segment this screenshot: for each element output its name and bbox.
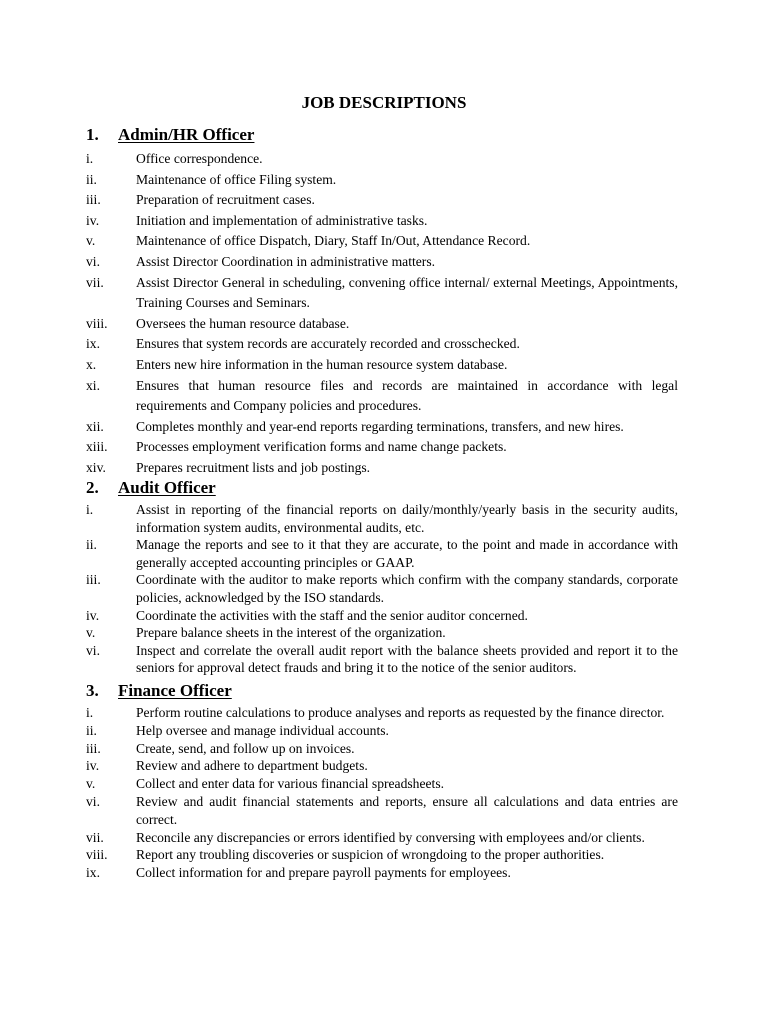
section-number: 3.: [86, 681, 99, 700]
list-marker: v.: [86, 625, 96, 641]
list-marker: ii.: [86, 171, 97, 187]
list-marker: vi.: [86, 642, 100, 658]
list-item: [86, 722, 678, 740]
duty-list: [86, 704, 678, 882]
list-item-text: Assist Director Coordination in administrative matters.: [136, 253, 436, 269]
list-marker: iii.: [86, 572, 101, 588]
list-item: [86, 458, 678, 479]
list-marker: iv.: [86, 758, 100, 774]
list-item: [86, 149, 678, 170]
section-number: 2.: [86, 478, 99, 497]
list-marker: vii.: [86, 829, 104, 845]
list-item-text: Perform routine calculations to produce analyses and reports as requested by the finance director.: [136, 705, 665, 720]
list-marker: xiv.: [86, 459, 106, 475]
list-item-text: Review and adhere to department budgets.: [136, 758, 368, 774]
list-item-text: Maintenance of office Dispatch, Diary, Staff In/Out, Attendance Record.: [136, 233, 531, 249]
list-marker: viii.: [86, 315, 108, 331]
list-marker: vi.: [86, 253, 100, 269]
section-title: Audit Officer: [118, 478, 216, 497]
list-item-text: Review and audit financial statements and reports, ensure all calculations and data entries are correct.: [136, 793, 678, 827]
list-item-text: Ensures that human resource files and records are maintained in accordance with legal requirements and Company policies and procedures.: [136, 377, 678, 414]
section-heading: [86, 124, 254, 146]
list-item: [86, 355, 678, 376]
list-marker: ii.: [86, 722, 97, 738]
list-marker: vi.: [86, 793, 100, 809]
list-item-text: Collect information for and prepare payroll payments for employees.: [136, 865, 511, 881]
duty-list: [86, 149, 678, 479]
list-marker: xi.: [86, 377, 100, 393]
list-item-text: Processes employment verification forms and name change packets.: [136, 439, 507, 455]
list-marker: vii.: [86, 274, 104, 290]
list-item-text: Ensures that system records are accurately recorded and crosschecked.: [136, 336, 520, 352]
list-item: [86, 775, 678, 793]
list-marker: ix.: [86, 865, 100, 881]
list-item: [86, 314, 678, 335]
list-item-text: Coordinate the activities with the staff and the senior auditor concerned.: [136, 607, 528, 623]
list-item: [86, 536, 678, 571]
list-item: [86, 704, 678, 722]
list-item-text: Oversees the human resource database.: [136, 315, 350, 331]
section-title: Finance Officer: [118, 681, 232, 700]
list-item: [86, 334, 678, 355]
list-marker: iv.: [86, 607, 100, 623]
list-marker: i.: [86, 151, 94, 166]
list-item-text: Completes monthly and year-end reports regarding terminations, transfers, and new hires.: [136, 418, 624, 434]
list-item: [86, 757, 678, 775]
list-item: [86, 501, 678, 536]
list-item-text: Collect and enter data for various financial spreadsheets.: [136, 776, 445, 792]
list-item-text: Manage the reports and see to it that they are accurate, to the point and made in accordance with generally accepted accounting principles or GAAP.: [136, 537, 678, 570]
list-item-text: Assist in reporting of the financial reports on daily/monthly/yearly basis in the security audits, information system audits, environmental audits, etc.: [136, 502, 678, 535]
list-item: [86, 211, 678, 232]
section-heading: [86, 477, 216, 499]
list-marker: ix.: [86, 336, 100, 352]
list-item: [86, 793, 678, 829]
section-title: Admin/HR Officer: [118, 125, 255, 144]
list-item: [86, 376, 678, 417]
list-item-text: Reconcile any discrepancies or errors identified by conversing with employees and/or clients.: [136, 829, 645, 845]
list-item-text: Report any troubling discoveries or suspicion of wrongdoing to the proper authorities.: [136, 847, 605, 863]
list-item: [86, 864, 678, 882]
list-item-text: Enters new hire information in the human resource system database.: [136, 356, 508, 372]
list-item-text: Prepares recruitment lists and job postings.: [136, 459, 371, 475]
list-marker: v.: [86, 233, 96, 249]
list-marker: viii.: [86, 847, 108, 863]
duty-list: [86, 501, 678, 677]
list-marker: ii.: [86, 537, 97, 553]
list-item: [86, 740, 678, 758]
list-item: [86, 231, 678, 252]
list-item-text: Inspect and correlate the overall audit report with the balance sheets provided and report it to the seniors for approval detect frauds and bring it to the notice of the senior auditors.: [136, 642, 678, 676]
list-marker: i.: [86, 502, 94, 517]
list-marker: iii.: [86, 192, 101, 208]
list-marker: v.: [86, 776, 96, 792]
list-item-text: Assist Director General in scheduling, convening office internal/ external Meetings, Appointments, Training Courses and Seminars.: [136, 274, 678, 311]
list-item-text: Initiation and implementation of administrative tasks.: [136, 212, 428, 228]
list-item: [86, 607, 678, 625]
list-item-text: Coordinate with the auditor to make reports which confirm with the company standards, corporate policies, acknowledged by the ISO standards.: [136, 572, 678, 605]
list-marker: xiii.: [86, 439, 108, 455]
list-item-text: Office correspondence.: [136, 151, 263, 166]
list-item-text: Preparation of recruitment cases.: [136, 192, 315, 208]
list-item: [86, 571, 678, 606]
list-item-text: Maintenance of office Filing system.: [136, 171, 337, 187]
list-item: [86, 252, 678, 273]
list-item: [86, 190, 678, 211]
list-marker: iii.: [86, 740, 101, 756]
list-marker: iv.: [86, 212, 100, 228]
list-item: [86, 642, 678, 677]
list-marker: x.: [86, 356, 97, 372]
list-item: [86, 417, 678, 438]
list-item-text: Prepare balance sheets in the interest of the organization.: [136, 625, 446, 641]
list-item: [86, 437, 678, 458]
list-item: [86, 170, 678, 191]
list-item: [86, 624, 678, 642]
list-marker: i.: [86, 705, 94, 720]
list-item: [86, 273, 678, 314]
list-item-text: Help oversee and manage individual accounts.: [136, 722, 389, 738]
page-title: JOB DESCRIPTIONS: [301, 93, 467, 112]
section-number: 1.: [86, 125, 99, 144]
section-heading: [86, 680, 232, 702]
list-item: [86, 829, 678, 847]
list-item: [86, 846, 678, 864]
list-item-text: Create, send, and follow up on invoices.: [136, 740, 355, 756]
list-marker: xii.: [86, 418, 104, 434]
